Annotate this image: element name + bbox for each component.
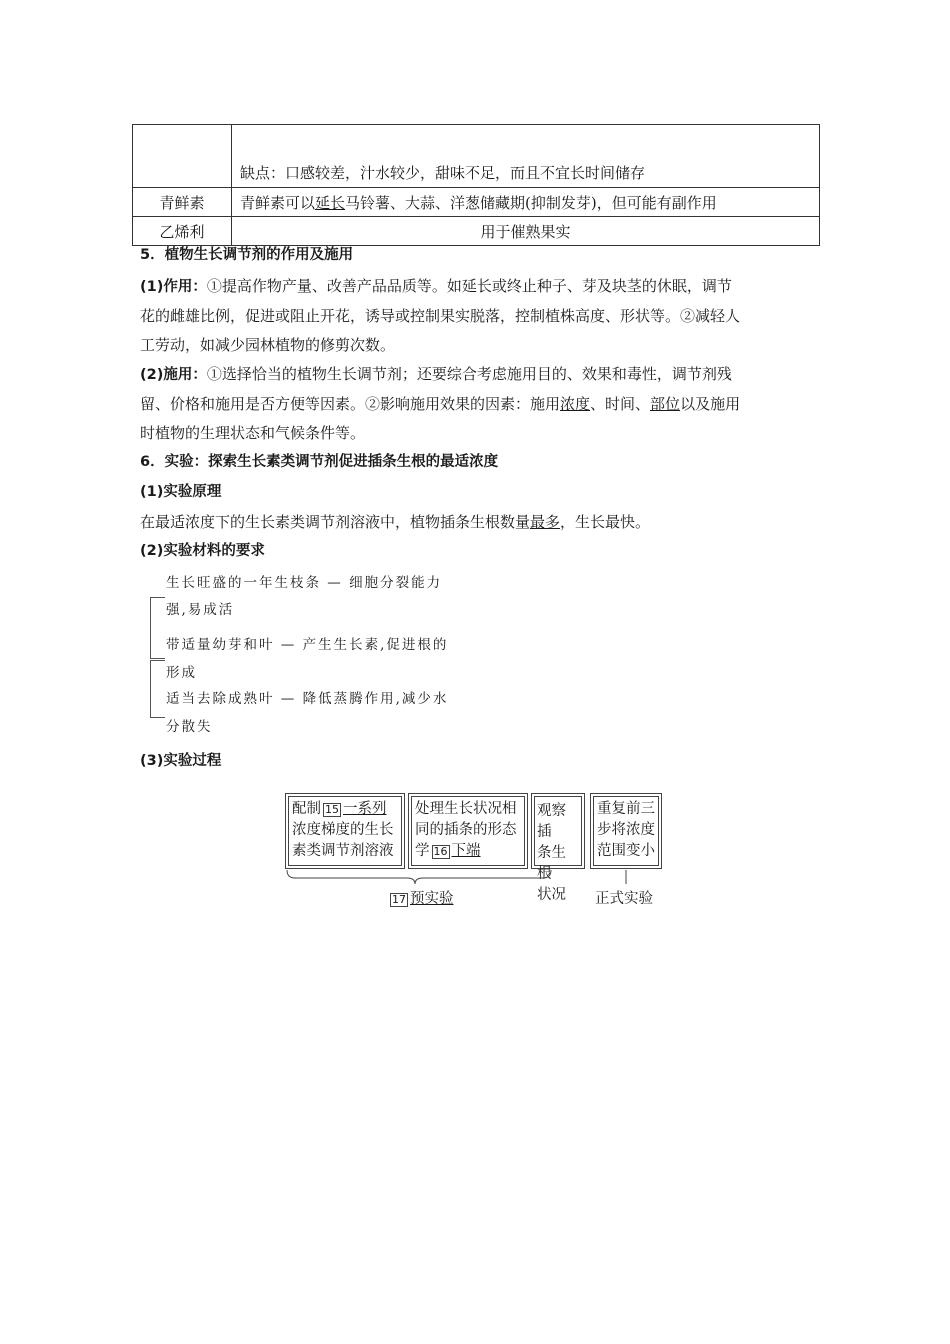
flow-brace: [280, 868, 670, 888]
answer-underline: 延长: [315, 193, 346, 212]
table-cell-name: [133, 125, 232, 188]
paragraph-line: 在最适浓度下的生长素类调节剂溶液中，植物插条生根数量最多，生长最快。: [140, 513, 651, 531]
paragraph-line: 工劳动，如减少园林植物的修剪次数。: [140, 336, 396, 354]
flow-label-pre-experiment: 17 预实验: [392, 891, 454, 907]
flow-step-repeat: 重复前三 步将浓度 范围变小: [590, 793, 662, 869]
subheading: (3)实验过程: [140, 753, 222, 769]
table-row: [133, 217, 820, 246]
blank-number: 15: [325, 803, 339, 816]
section-5-title: 5．植物生长调节剂的作用及施用: [140, 247, 354, 263]
flow-step-observe: 观察插 条生根 状况: [531, 793, 585, 869]
flow-label-formal-experiment: 正式实验: [595, 891, 653, 907]
blank-number: 16: [433, 845, 448, 858]
table-cell-desc: 青鲜素可以延长马铃薯、大蒜、洋葱储藏期(抑制发芽)，但可能有副作用: [232, 188, 820, 217]
material-item: 适当去除成熟叶 — 降低蒸腾作用,减少水: [166, 691, 449, 707]
subheading: (2)实验材料的要求: [140, 543, 265, 559]
material-item: 形成: [166, 665, 197, 681]
paragraph-line: 留、价格和施用是否方便等因素。②影响施用效果的因素：施用浓度、时间、部位以及施用: [140, 395, 741, 413]
paragraph-line: (1)作用：①提高作物产量、改善产品品质等。如延长或终止种子、芽及块茎的休眠，调节: [140, 277, 732, 295]
table-cell-name: 青鲜素: [133, 188, 232, 217]
material-item: 强,易成活: [166, 602, 235, 618]
bracket-line: [150, 660, 165, 718]
section-6-title: 6．实验：探索生长素类调节剂促进插条生根的最适浓度: [140, 454, 499, 470]
subheading: (1)实验原理: [140, 484, 222, 500]
table-cell-desc: 用于催熟果实: [232, 217, 820, 246]
regulator-table: [132, 124, 820, 246]
paragraph-line: (2)施用：①选择恰当的植物生长调节剂；还要综合考虑施用目的、效果和毒性，调节剂残: [140, 365, 732, 383]
material-item: 分散失: [166, 719, 213, 735]
bracket-line: [150, 597, 165, 659]
flow-step-prepare: 配制 15 一系列 浓度梯度的生长 素类调节剂溶液: [285, 793, 405, 869]
flow-step-treat: 处理生长状况相 同的插条的形态 学 16 下端: [408, 793, 528, 869]
table-cell-name: 乙烯利: [133, 217, 232, 246]
paragraph-line: 花的雌雄比例，促进或阻止开花，诱导或控制果实脱落，控制植株高度、形状等。②减轻人: [140, 307, 741, 325]
table-cell-desc: 缺点：口感较差，汁水较少，甜味不足，而且不宜长时间储存: [232, 125, 820, 188]
material-item: 带适量幼芽和叶 — 产生生长素,促进根的: [166, 637, 449, 653]
table-row: [133, 125, 820, 188]
paragraph-line: 时植物的生理状态和气候条件等。: [140, 424, 366, 442]
material-item: 生长旺盛的一年生枝条 — 细胞分裂能力: [166, 575, 443, 591]
table-row: [133, 188, 820, 217]
